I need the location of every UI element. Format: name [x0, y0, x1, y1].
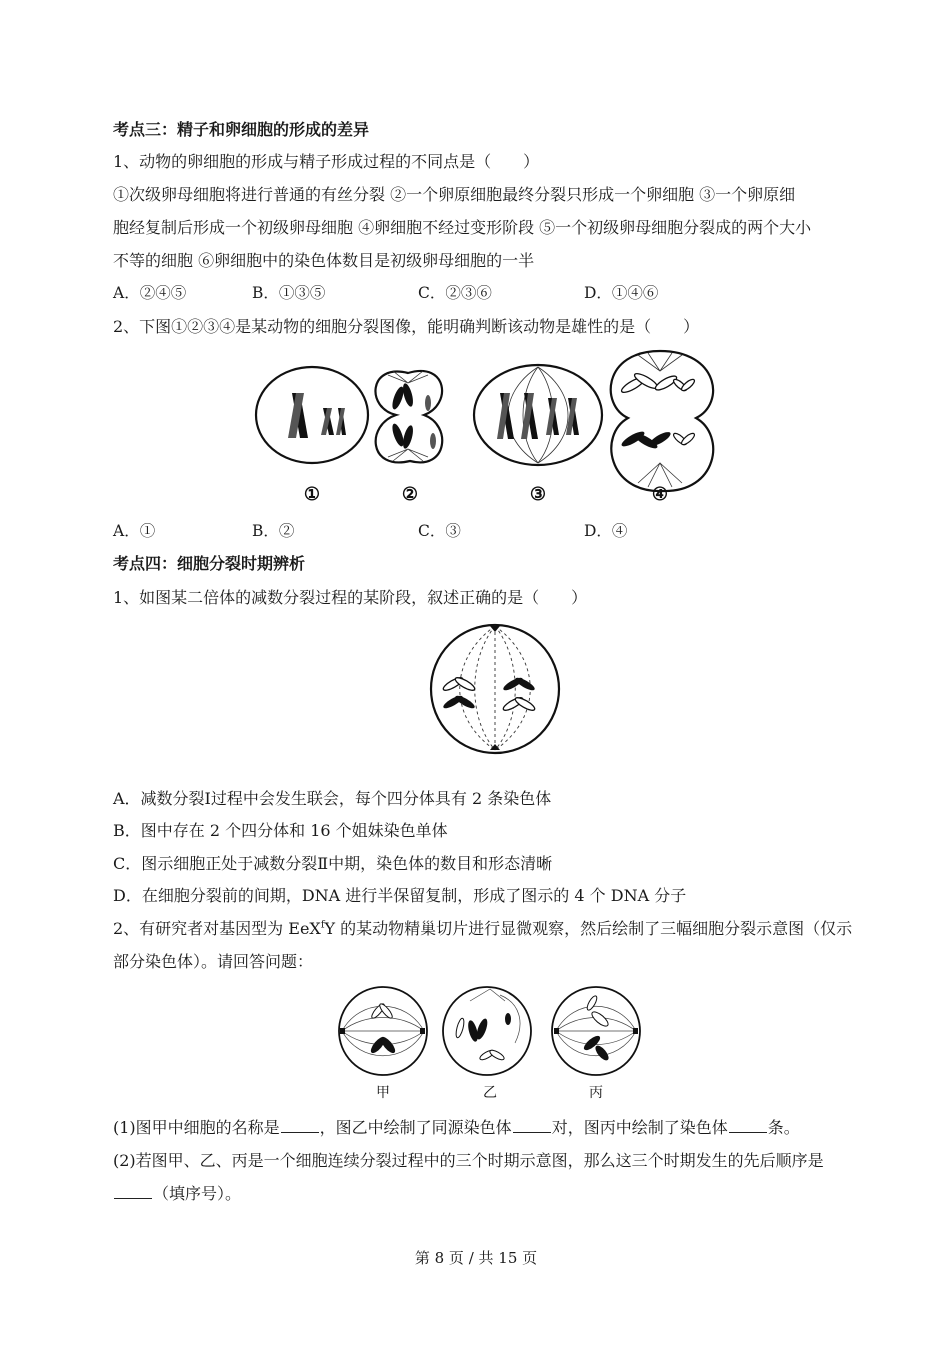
- figure-label-yi: 乙: [483, 1085, 497, 1101]
- sub-question-2: (2)若图甲、乙、丙是一个细胞连续分裂过程中的三个时期示意图，那么这三个时期发生的先后顺序是: [113, 1151, 824, 1170]
- sub1-part: (1)图甲中细胞的名称是: [113, 1118, 280, 1137]
- sub1-part: 条。: [767, 1118, 800, 1137]
- question-stem: 2、下图①②③④是某动物的细胞分裂图像，能明确判断该动物是雄性的是（ ）: [113, 317, 700, 336]
- cell-1-membrane: [256, 367, 368, 463]
- option-a[interactable]: A．②④⑤: [113, 284, 187, 302]
- figure-label-jia: 甲: [376, 1085, 390, 1101]
- option-a[interactable]: A．①: [113, 522, 156, 540]
- option-b[interactable]: B．①③⑤: [252, 284, 326, 302]
- option-b[interactable]: B．②: [252, 522, 295, 540]
- cell-4-membrane: [611, 351, 713, 491]
- stem-part: 2、有研究者对基因型为 EeX: [113, 919, 321, 938]
- option-c[interactable]: C．②③⑥: [418, 284, 492, 302]
- figure-label-bing: 丙: [589, 1085, 603, 1101]
- answer-blank[interactable]: [114, 1184, 152, 1199]
- option-c[interactable]: C．③: [418, 522, 461, 540]
- question-text-line: 不等的细胞 ⑥卵细胞中的染色体数目是初级卵母细胞的一半: [113, 251, 535, 270]
- answer-blank[interactable]: [281, 1118, 319, 1133]
- three-cells-figure: [330, 983, 650, 1103]
- figure-label-3: ③: [529, 484, 547, 505]
- section4-heading: 考点四：细胞分裂时期辨析: [113, 554, 306, 573]
- option-d[interactable]: D．④: [584, 522, 628, 540]
- option-c[interactable]: C．图示细胞正处于减数分裂Ⅱ中期，染色体的数目和形态清晰: [113, 854, 553, 873]
- page-footer: 第 8 页 / 共 15 页: [414, 1249, 538, 1267]
- option-d[interactable]: D．①④⑥: [584, 284, 659, 302]
- sub2-part: （填序号）。: [153, 1184, 242, 1203]
- option-d[interactable]: D．在细胞分裂前的间期，DNA 进行半保留复制，形成了图示的 4 个 DNA 分子: [113, 886, 687, 905]
- question-stem: [113, 916, 852, 939]
- option-b[interactable]: B．图中存在 2 个四分体和 16 个姐妹染色单体: [113, 821, 448, 840]
- question-stem: 1、动物的卵细胞的形成与精子形成过程的不同点是（ ）: [113, 152, 540, 171]
- section3-heading: 考点三：精子和卵细胞的形成的差异: [113, 120, 370, 139]
- option-a[interactable]: A．减数分裂Ⅰ过程中会发生联会，每个四分体具有 2 条染色体: [113, 789, 552, 808]
- sub-question-1: [113, 1115, 800, 1138]
- sub1-part: 对，图丙中绘制了染色体: [551, 1118, 728, 1137]
- sub-question-2-line2: [113, 1181, 241, 1204]
- sub1-part: ，图乙中绘制了同源染色体: [319, 1118, 512, 1137]
- meiosis-cell-figure: [428, 620, 562, 758]
- cell-3-membrane: [474, 365, 602, 465]
- answer-blank[interactable]: [729, 1118, 767, 1133]
- figure-label-4: ④: [651, 484, 669, 505]
- question-text-line: 胞经复制后形成一个初级卵母细胞 ④卵细胞不经过变形阶段 ⑤一个初级卵母细胞分裂成的两个大小: [113, 218, 812, 237]
- superscript: f: [320, 919, 325, 931]
- question-stem: 1、如图某二倍体的减数分裂过程的某阶段，叙述正确的是（ ）: [113, 588, 588, 607]
- cell-division-figure: [248, 343, 728, 508]
- figure-label-1: ①: [303, 484, 321, 505]
- stem-part: Y 的某动物精巢切片进行显微观察，然后绘制了三幅细胞分裂示意图（仅示: [324, 919, 853, 938]
- figure-label-2: ②: [401, 484, 419, 505]
- question-text-line: ①次级卵母细胞将进行普通的有丝分裂 ②一个卵原细胞最终分裂只形成一个卵细胞 ③一个卵原细: [113, 185, 796, 204]
- answer-blank[interactable]: [513, 1118, 551, 1133]
- question-stem-line2: 部分染色体）。请回答问题：: [113, 952, 314, 971]
